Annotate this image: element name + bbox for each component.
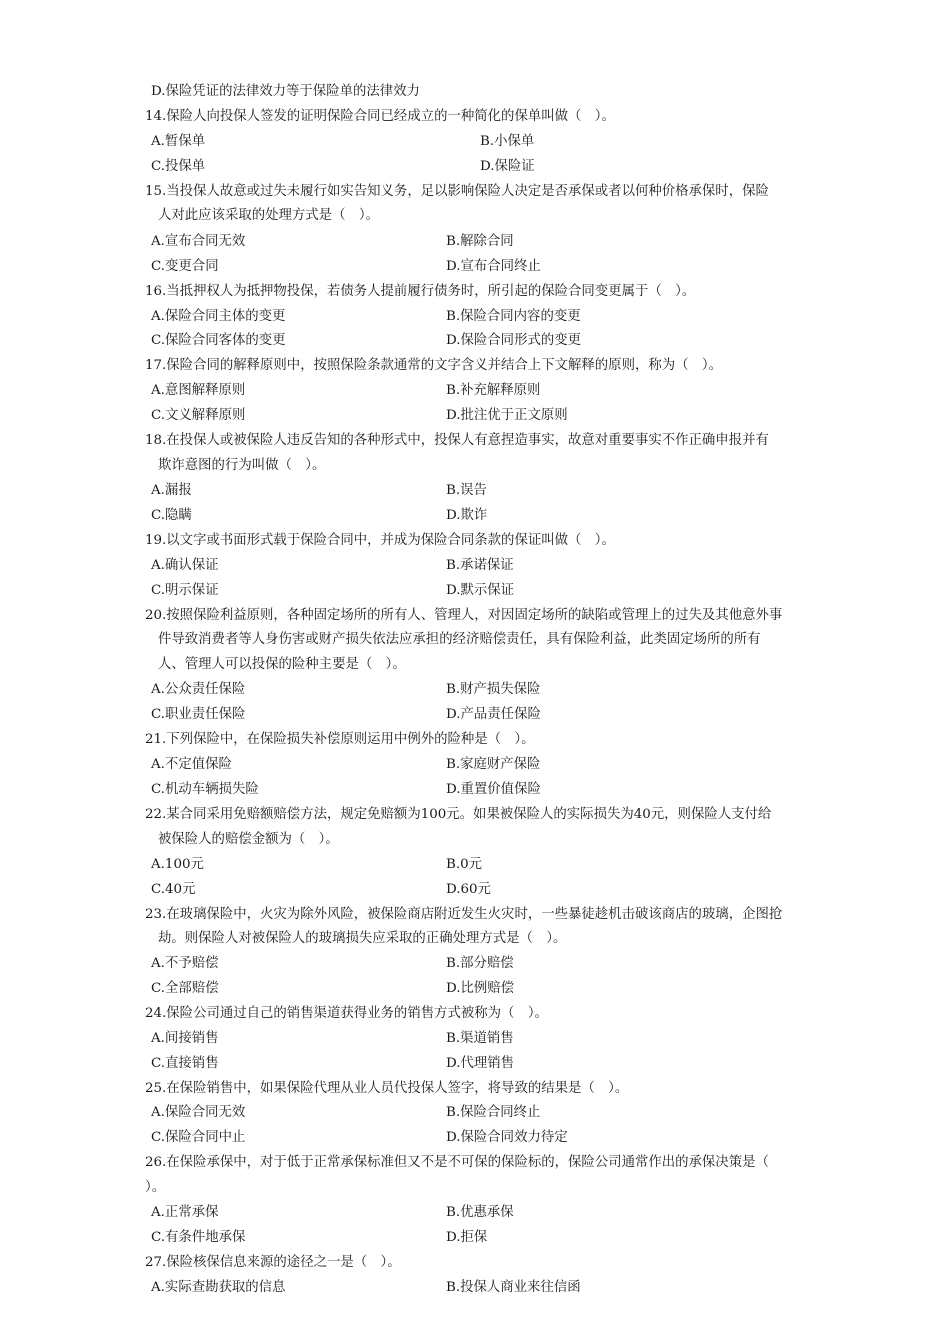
question-16-text: 16.当抵押权人为抵押物投保，若债务人提前履行债务时，所引起的保险合同变更属于（ ）。 xyxy=(145,284,696,299)
question-20-option-d: D.产品责任保险 xyxy=(446,707,541,722)
question-26-option-d: D.拒保 xyxy=(446,1230,488,1245)
question-22-option-d: D.60元 xyxy=(446,882,491,897)
question-24-option-c: C.直接销售 xyxy=(151,1056,219,1071)
leading-option-line: D.保险凭证的法律效力等于保险单的法律效力 xyxy=(151,84,420,99)
question-24-option-b: B.渠道销售 xyxy=(446,1031,514,1046)
question-24-text: 24.保险公司通过自己的销售渠道获得业务的销售方式被称为（ ）。 xyxy=(145,1006,548,1021)
question-15-option-d: D.宣布合同终止 xyxy=(446,259,541,274)
question-14-option-a: A.暂保单 xyxy=(151,134,206,149)
question-22-option-b: B.0元 xyxy=(446,857,483,872)
question-20-option-b: B.财产损失保险 xyxy=(446,682,541,697)
question-18-text: 18.在投保人或被保险人违反告知的各种形式中，投保人有意捏造事实，故意对重要事实不作正确申报并有 xyxy=(145,433,769,448)
question-23-option-b: B.部分赔偿 xyxy=(446,956,514,971)
question-24-option-a: A.间接销售 xyxy=(151,1031,219,1046)
question-19-option-b: B.承诺保证 xyxy=(446,558,514,573)
question-19-option-d: D.默示保证 xyxy=(446,583,515,598)
question-20-text: 20.按照保险利益原则，各种固定场所的所有人、管理人，对因固定场所的缺陷或管理上的过失及其他意外事 xyxy=(145,608,783,623)
question-25-option-b: B.保险合同终止 xyxy=(446,1105,541,1120)
question-27-text: 27.保险核保信息来源的途径之一是（ ）。 xyxy=(145,1255,401,1270)
question-16-option-b: B.保险合同内容的变更 xyxy=(446,309,581,324)
question-21-option-a: A.不定值保险 xyxy=(151,757,232,772)
question-17-option-d: D.批注优于正文原则 xyxy=(446,408,568,423)
question-27-option-a: A.实际查勘获取的信息 xyxy=(151,1280,286,1295)
question-26-option-c: C.有条件地承保 xyxy=(151,1230,246,1245)
question-26-text: 26.在保险承保中，对于低于正常承保标准但又不是不可保的保险标的，保险公司通常作出的承保决策是（ xyxy=(145,1155,769,1170)
question-17-text: 17.保险合同的解释原则中，按照保险条款通常的文字含义并结合上下文解释的原则，称为（ ）。 xyxy=(145,358,722,373)
question-20-option-a: A.公众责任保险 xyxy=(151,682,246,697)
question-19-text: 19.以文字或书面形式载于保险合同中，并成为保险合同条款的保证叫做（ ）。 xyxy=(145,533,615,548)
question-18-option-d: D.欺诈 xyxy=(446,508,488,523)
question-22-option-a: A.100元 xyxy=(151,857,204,872)
question-21-text: 21.下列保险中，在保险损失补偿原则运用中例外的险种是（ ）。 xyxy=(145,732,535,747)
question-21-option-c: C.机动车辆损失险 xyxy=(151,782,259,797)
question-15-option-b: B.解除合同 xyxy=(446,234,514,249)
question-25-option-a: A.保险合同无效 xyxy=(151,1105,246,1120)
question-14-text: 14.保险人向投保人签发的证明保险合同已经成立的一种简化的保单叫做（ ）。 xyxy=(145,109,615,124)
question-15-option-c: C.变更合同 xyxy=(151,259,219,274)
question-21-option-d: D.重置价值保险 xyxy=(446,782,541,797)
question-17-option-c: C.文义解释原则 xyxy=(151,408,246,423)
question-24-option-d: D.代理销售 xyxy=(446,1056,515,1071)
question-22-option-c: C.40元 xyxy=(151,882,196,897)
question-15-option-a: A.宣布合同无效 xyxy=(151,234,246,249)
question-25-text: 25.在保险销售中，如果保险代理从业人员代投保人签字，将导致的结果是（ ）。 xyxy=(145,1081,629,1096)
question-15-text-cont: 人对此应该采取的处理方式是（ ）。 xyxy=(158,208,379,223)
question-22-text: 22.某合同采用免赔额赔偿方法，规定免赔额为100元。如果被保险人的实际损失为40元，则保险人支付给 xyxy=(145,807,772,822)
question-14-option-d: D.保险证 xyxy=(480,159,535,174)
question-17-option-b: B.补充解释原则 xyxy=(446,383,541,398)
question-27-option-b: B.投保人商业来往信函 xyxy=(446,1280,581,1295)
question-23-text-cont: 劫。则保险人对被保险人的玻璃损失应采取的正确处理方式是（ ）。 xyxy=(158,931,567,946)
question-25-option-d: D.保险合同效力待定 xyxy=(446,1130,568,1145)
question-23-option-a: A.不予赔偿 xyxy=(151,956,219,971)
question-18-option-a: A.漏报 xyxy=(151,483,192,498)
question-23-option-c: C.全部赔偿 xyxy=(151,981,219,996)
question-23-text: 23.在玻璃保险中，火灾为除外风险，被保险商店附近发生火灾时，一些暴徒趁机击破该商店的玻璃，企图抢 xyxy=(145,907,783,922)
question-14-option-b: B.小保单 xyxy=(480,134,535,149)
question-23-option-d: D.比例赔偿 xyxy=(446,981,515,996)
question-16-option-d: D.保险合同形式的变更 xyxy=(446,333,582,348)
question-21-option-b: B.家庭财产保险 xyxy=(446,757,541,772)
question-26-option-a: A.正常承保 xyxy=(151,1205,219,1220)
question-20-text-cont-1: 件导致消费者等人身伤害或财产损失依法应承担的经济赔偿责任，具有保险利益，此类固定场所的所有 xyxy=(158,632,761,647)
question-16-option-c: C.保险合同客体的变更 xyxy=(151,333,286,348)
question-17-option-a: A.意图解释原则 xyxy=(151,383,246,398)
question-19-option-c: C.明示保证 xyxy=(151,583,219,598)
question-18-option-b: B.误告 xyxy=(446,483,487,498)
question-19-option-a: A.确认保证 xyxy=(151,558,219,573)
question-26-option-b: B.优惠承保 xyxy=(446,1205,514,1220)
question-20-text-cont-2: 人、管理人可以投保的险种主要是（ ）。 xyxy=(158,657,406,672)
question-18-option-c: C.隐瞒 xyxy=(151,508,192,523)
question-16-option-a: A.保险合同主体的变更 xyxy=(151,309,286,324)
question-20-option-c: C.职业责任保险 xyxy=(151,707,246,722)
question-26-text-cont: ）。 xyxy=(145,1180,166,1195)
question-15-text: 15.当投保人故意或过失未履行如实告知义务，足以影响保险人决定是否承保或者以何种价格承保时，保险 xyxy=(145,184,769,199)
question-25-option-c: C.保险合同中止 xyxy=(151,1130,246,1145)
question-14-option-c: C.投保单 xyxy=(151,159,206,174)
question-22-text-cont: 被保险人的赔偿金额为（ ）。 xyxy=(158,832,339,847)
question-18-text-cont: 欺诈意图的行为叫做（ ）。 xyxy=(158,458,326,473)
